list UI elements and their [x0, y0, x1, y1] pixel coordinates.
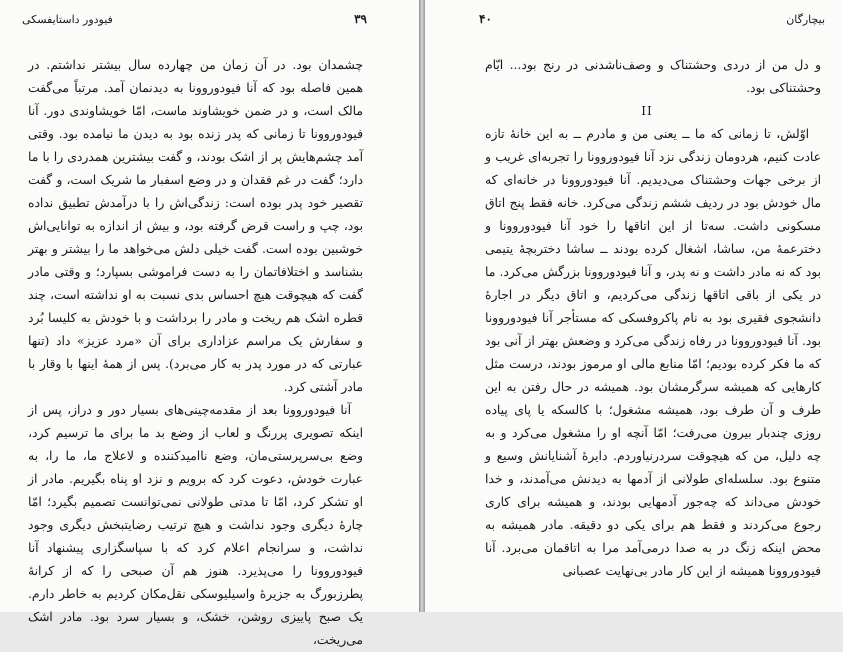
- opening-paragraph: و دل من از دردی وحشتناک و وصف‌ناشدنی در رنج بود... ایّام وحشتناکی بود.: [485, 58, 821, 95]
- running-title: بیچارگان: [786, 12, 825, 26]
- paragraph: چشمدان بود. در آن زمان من چهارده سال بیشتر نداشتم. در همین فاصله بود که آنا فیودوروونا به دیدنمان آمد. مرتباً می‌گفت مالک است، و در ضمن خویشاوند ماست، امّا خویشاوندی دور. آنا فیودوروونا تا زمانی که پدر زنده بود به دیدن ما نیامده بود. وقتی آمد چشم‌هایش پر از اشک بودند، و گفت بیشترین همدردی را با ما دارد؛ گفت در غم فقدان و در وضع اسفبار ما شریک است، و گفت تقصیر خود پدر بوده است: زندگی‌اش را با درآمدش تطبیق نداده بود، چپ و راست قرض گرفته بود، و بیش از اندازه به توانایی‌اش خوشبین بوده است. گفت خیلی دلش می‌خواهد ما را بیشتر و بهتر بشناسد و اختلافاتمان را به دست فراموشی بسپارد؛ و وقتی مادر گفت که هیچوقت هیچ احساس بدی نسبت به او نداشته است، چند قطره اشک هم ریخت و مادر را برداشت و با خودش به کلیسا بُرد و سفارش یک مراسم عزاداری برای آن «مرد عزیز» داد (تنها عبارتی که در مورد پدر به کار می‌برد). پس از همهٔ اینها با وقار با مادر آشتی کرد.: [28, 58, 364, 394]
- left-page-header: [22, 10, 367, 28]
- right-page-header: [479, 10, 825, 28]
- page-number: ۳۹: [354, 12, 367, 26]
- right-page: [425, 0, 843, 612]
- paragraph: اوّلش، تا زمانی که ما ــ یعنی من و مادرم ــ به این خانهٔ تازه عادت کنیم، هردومان زندگی نزد آنا فیودوروونا را تجربه‌ای غریب و از برخی جهات وحشتناک می‌دیدیم. آنا فیودوروونا در خانه‌ای که مال خودش بود در ردیف ششم زندگی می‌کرد. خانه فقط پنج اتاق مسکونی داشت. سه‌تا از این اتاقها را خود آنا فیودوروونا و دخترعمهٔ من، ساشا، اشغال کرده بودند ــ ساشا دختربچهٔ یتیمی بود که نه مادر داشت و نه پدر، و آنا فیودوروونا بزرگش می‌کرد. ما در یکی از باقی اتاقها زندگی می‌کردیم، و اتاق دیگر در اجارهٔ دانشجوی فقیری بود به نام پاکروفسکی که مستأجر آنا فیودوروونا بود. آنا فیودوروونا در رفاه زندگی می‌کرد و وضعش بهتر از آنی بود که ما فکر کرده بودیم؛ امّا منابع مالی او مرموز بودند، درست مثل کارهایی که همیشه سرگرمشان بود. همیشه در حال رفتن به این طرف و آن طرف بود، همیشه مشغول؛ با کالسکه یا پای پیاده روزی چندبار بیرون می‌رفت؛ امّا آنچه او را مشغول می‌کرد و به چه دلیل، من که هیچوقت سردرنیاوردم. دایرهٔ آشنایانش وسیع و متنوع بود. سلسله‌ای طولانی از آدمها به دیدنش می‌آمدند، و خدا خودش می‌داند که چه‌جور آدمهایی بودند، و همیشه برای کاری رجوع می‌کردند و فقط هم برای یکی دو دقیقه. مادر همیشه به محض اینکه زنگ در به صدا درمی‌آمد مرا به اتاقمان می‌برد. آنا فیودوروونا همیشه از این کار مادر بی‌نهایت عصبانی: [485, 127, 821, 578]
- left-page-body: [28, 54, 363, 652]
- section-numeral: II: [641, 104, 653, 118]
- running-title: فیودور داستایفسکی: [22, 12, 113, 26]
- left-page: [0, 0, 419, 647]
- page-number: ۴۰: [479, 12, 492, 26]
- right-page-body: [485, 54, 821, 583]
- paragraph: آنا فیودوروونا بعد از مقدمه‌چینی‌های بسیار دور و دراز، پس از اینکه تصویری پررنگ و لعاب از وضع بد ما برای ما ترسیم کرد، وضع بی‌سرپرستی‌مان، وضع ناامیدکننده و لاعلاج ما، ما را، به عبارت خودش، دعوت کرد که برویم و نزد او پناه بگیریم. مادر از او تشکر کرد، امّا تا مدتی طولانی نمی‌توانست تصمیم بگیرد؛ امّا چارهٔ دیگری وجود نداشت و هیچ ترتیب رضایتبخش دیگری وجود نداشت، و سرانجام اعلام کرد که با سپاسگزاری پیشنهاد آنا فیودوروونا را می‌پذیرد. هنوز هم آن صبحی را که از کرانهٔ پطرزبورگ به جزیرهٔ واسیلیوسکی نقل‌مکان کردیم به خاطر دارم. یک صبح پاییزی روشن، خشک، و بسیار سرد بود. مادر اشک می‌ریخت،: [28, 403, 363, 647]
